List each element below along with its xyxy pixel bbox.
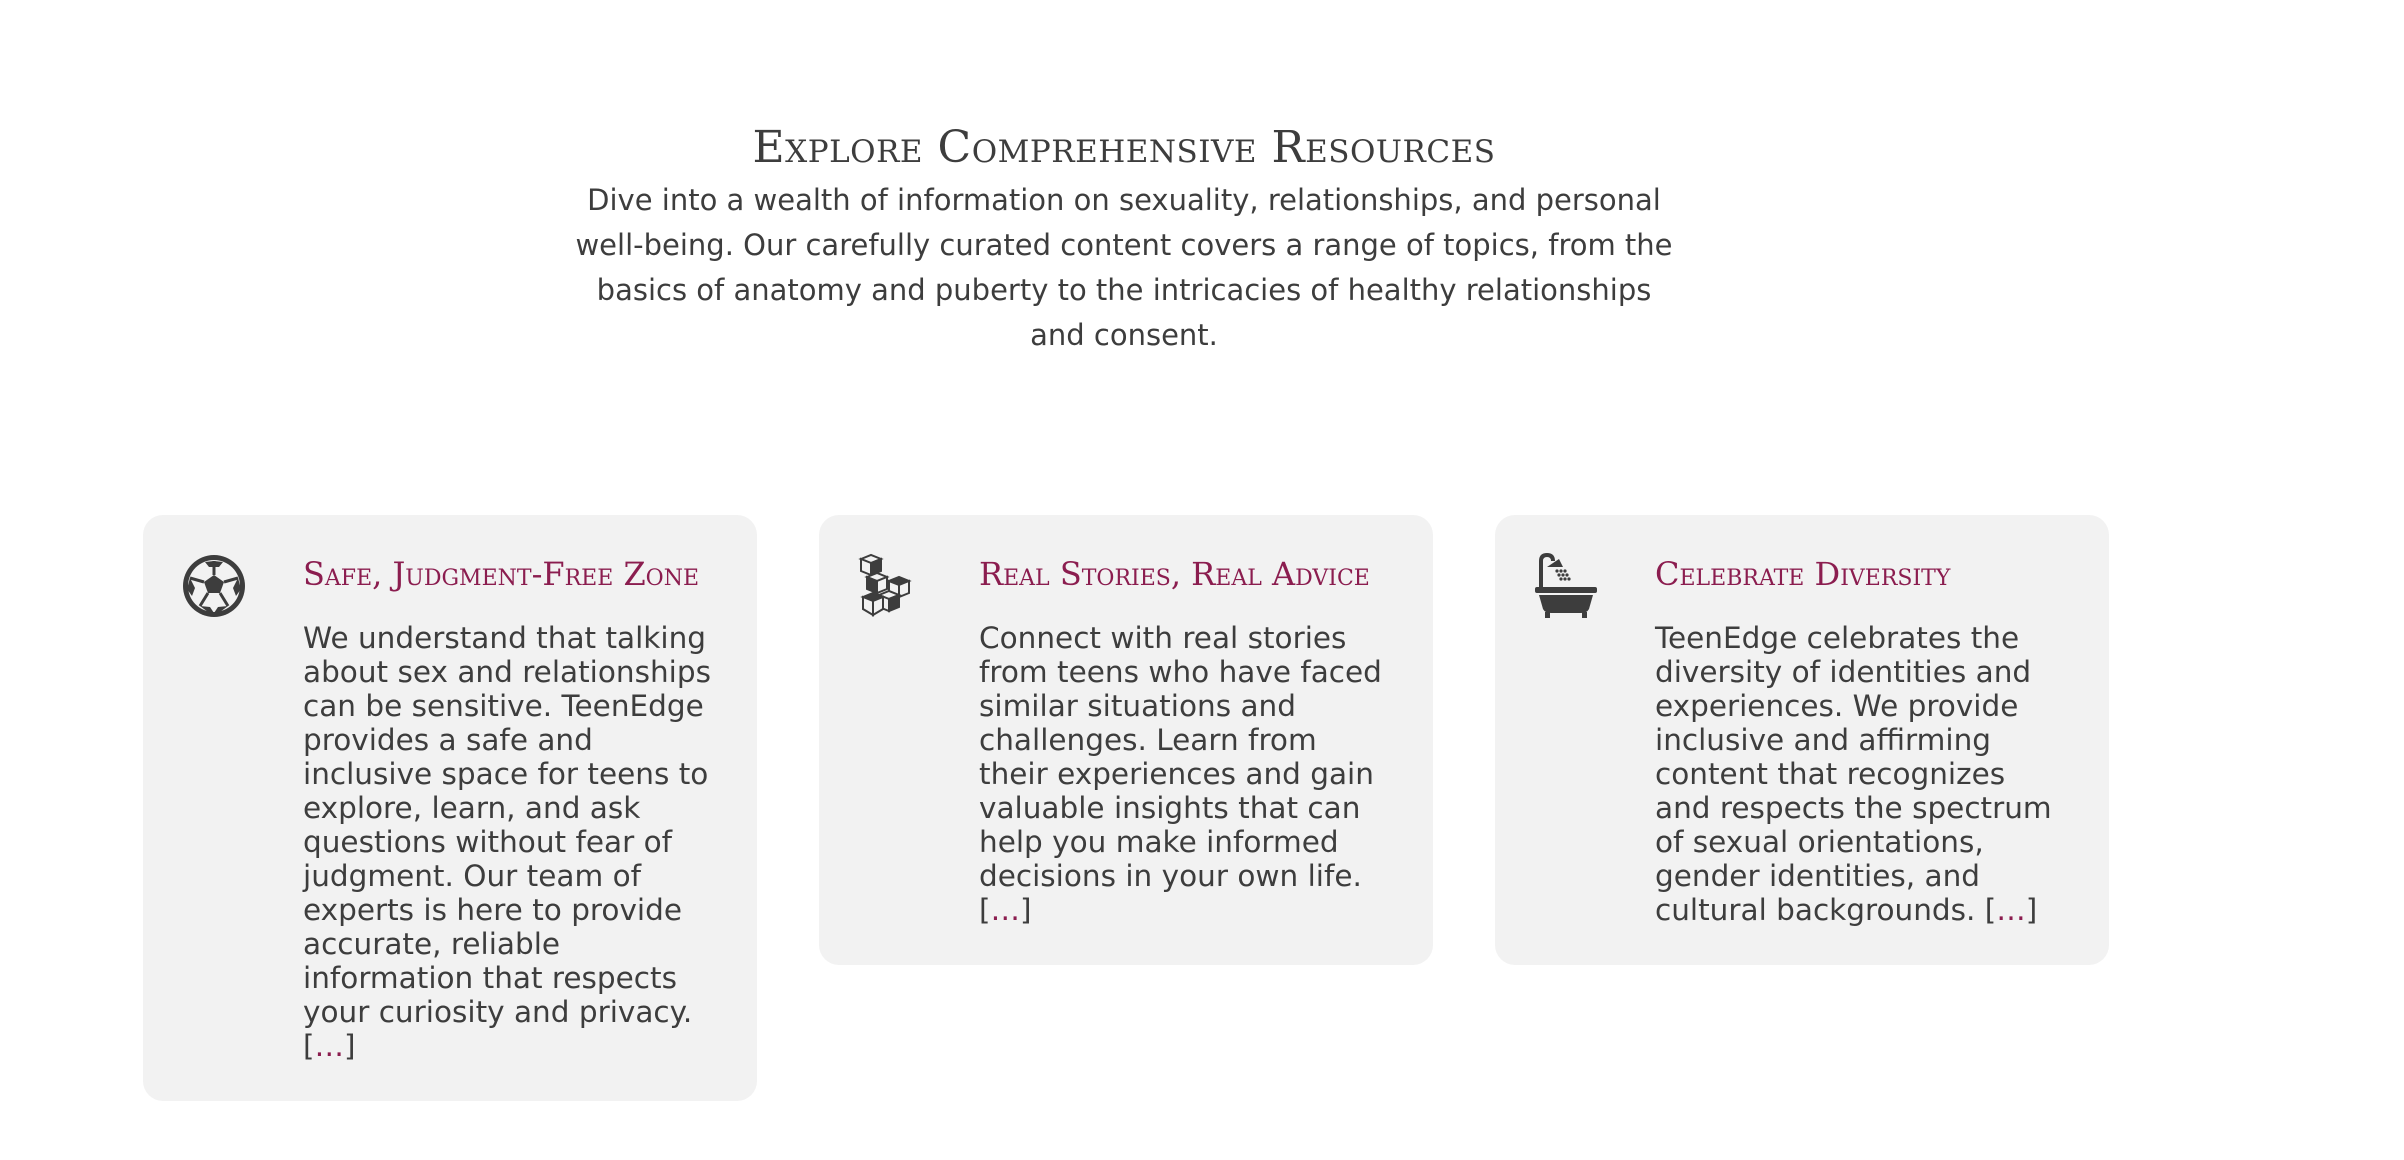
page-title: Explore Comprehensive Resources (752, 122, 1496, 173)
hero-description: Dive into a wealth of information on sexuality, relationships, and personal well-being. Our carefully curated content covers a range of topics, from the basics of anatomy and puberty to the intricacies of healthy relationships and consent. (575, 183, 1673, 352)
soccer-ball-icon (181, 553, 247, 619)
card-text: Connect with real stories from teens who have faced similar situations and challenges. Learn from their experiences and gain valuable insights that can help you make informed decisions in your own life. […] (979, 621, 1382, 927)
card-text: TeenEdge celebrates the diversity of identities and experiences. We provide inclusive and affirming content that recognizes and respects the spectrum of sexual orientations, gender identities, and cultural backgrounds. […] (1655, 621, 2052, 927)
card-text: We understand that talking about sex and relationships can be sensitive. TeenEdge provides a safe and inclusive space for teens to explore, learn, and ask questions without fear of judgment. Our team of experts is here to provide accurate, reliable information that respects your curiosity and privacy. […] (303, 621, 711, 1063)
feature-card-real-stories (819, 515, 1433, 965)
feature-card-safe-zone (143, 515, 757, 1101)
card-title: Celebrate Diversity (1655, 555, 1951, 593)
bathtub-icon (1533, 553, 1599, 619)
read-more-link[interactable]: […] (303, 1029, 356, 1063)
read-more-link[interactable]: […] (1984, 893, 2038, 927)
resources-hero (570, 118, 1678, 358)
read-more-link[interactable]: […] (979, 893, 1032, 927)
feature-card-diversity (1495, 515, 2109, 965)
card-title: Safe, Judgment-Free Zone (303, 555, 700, 593)
card-title: Real Stories, Real Advice (979, 555, 1370, 593)
stacked-cubes-icon (857, 553, 923, 619)
